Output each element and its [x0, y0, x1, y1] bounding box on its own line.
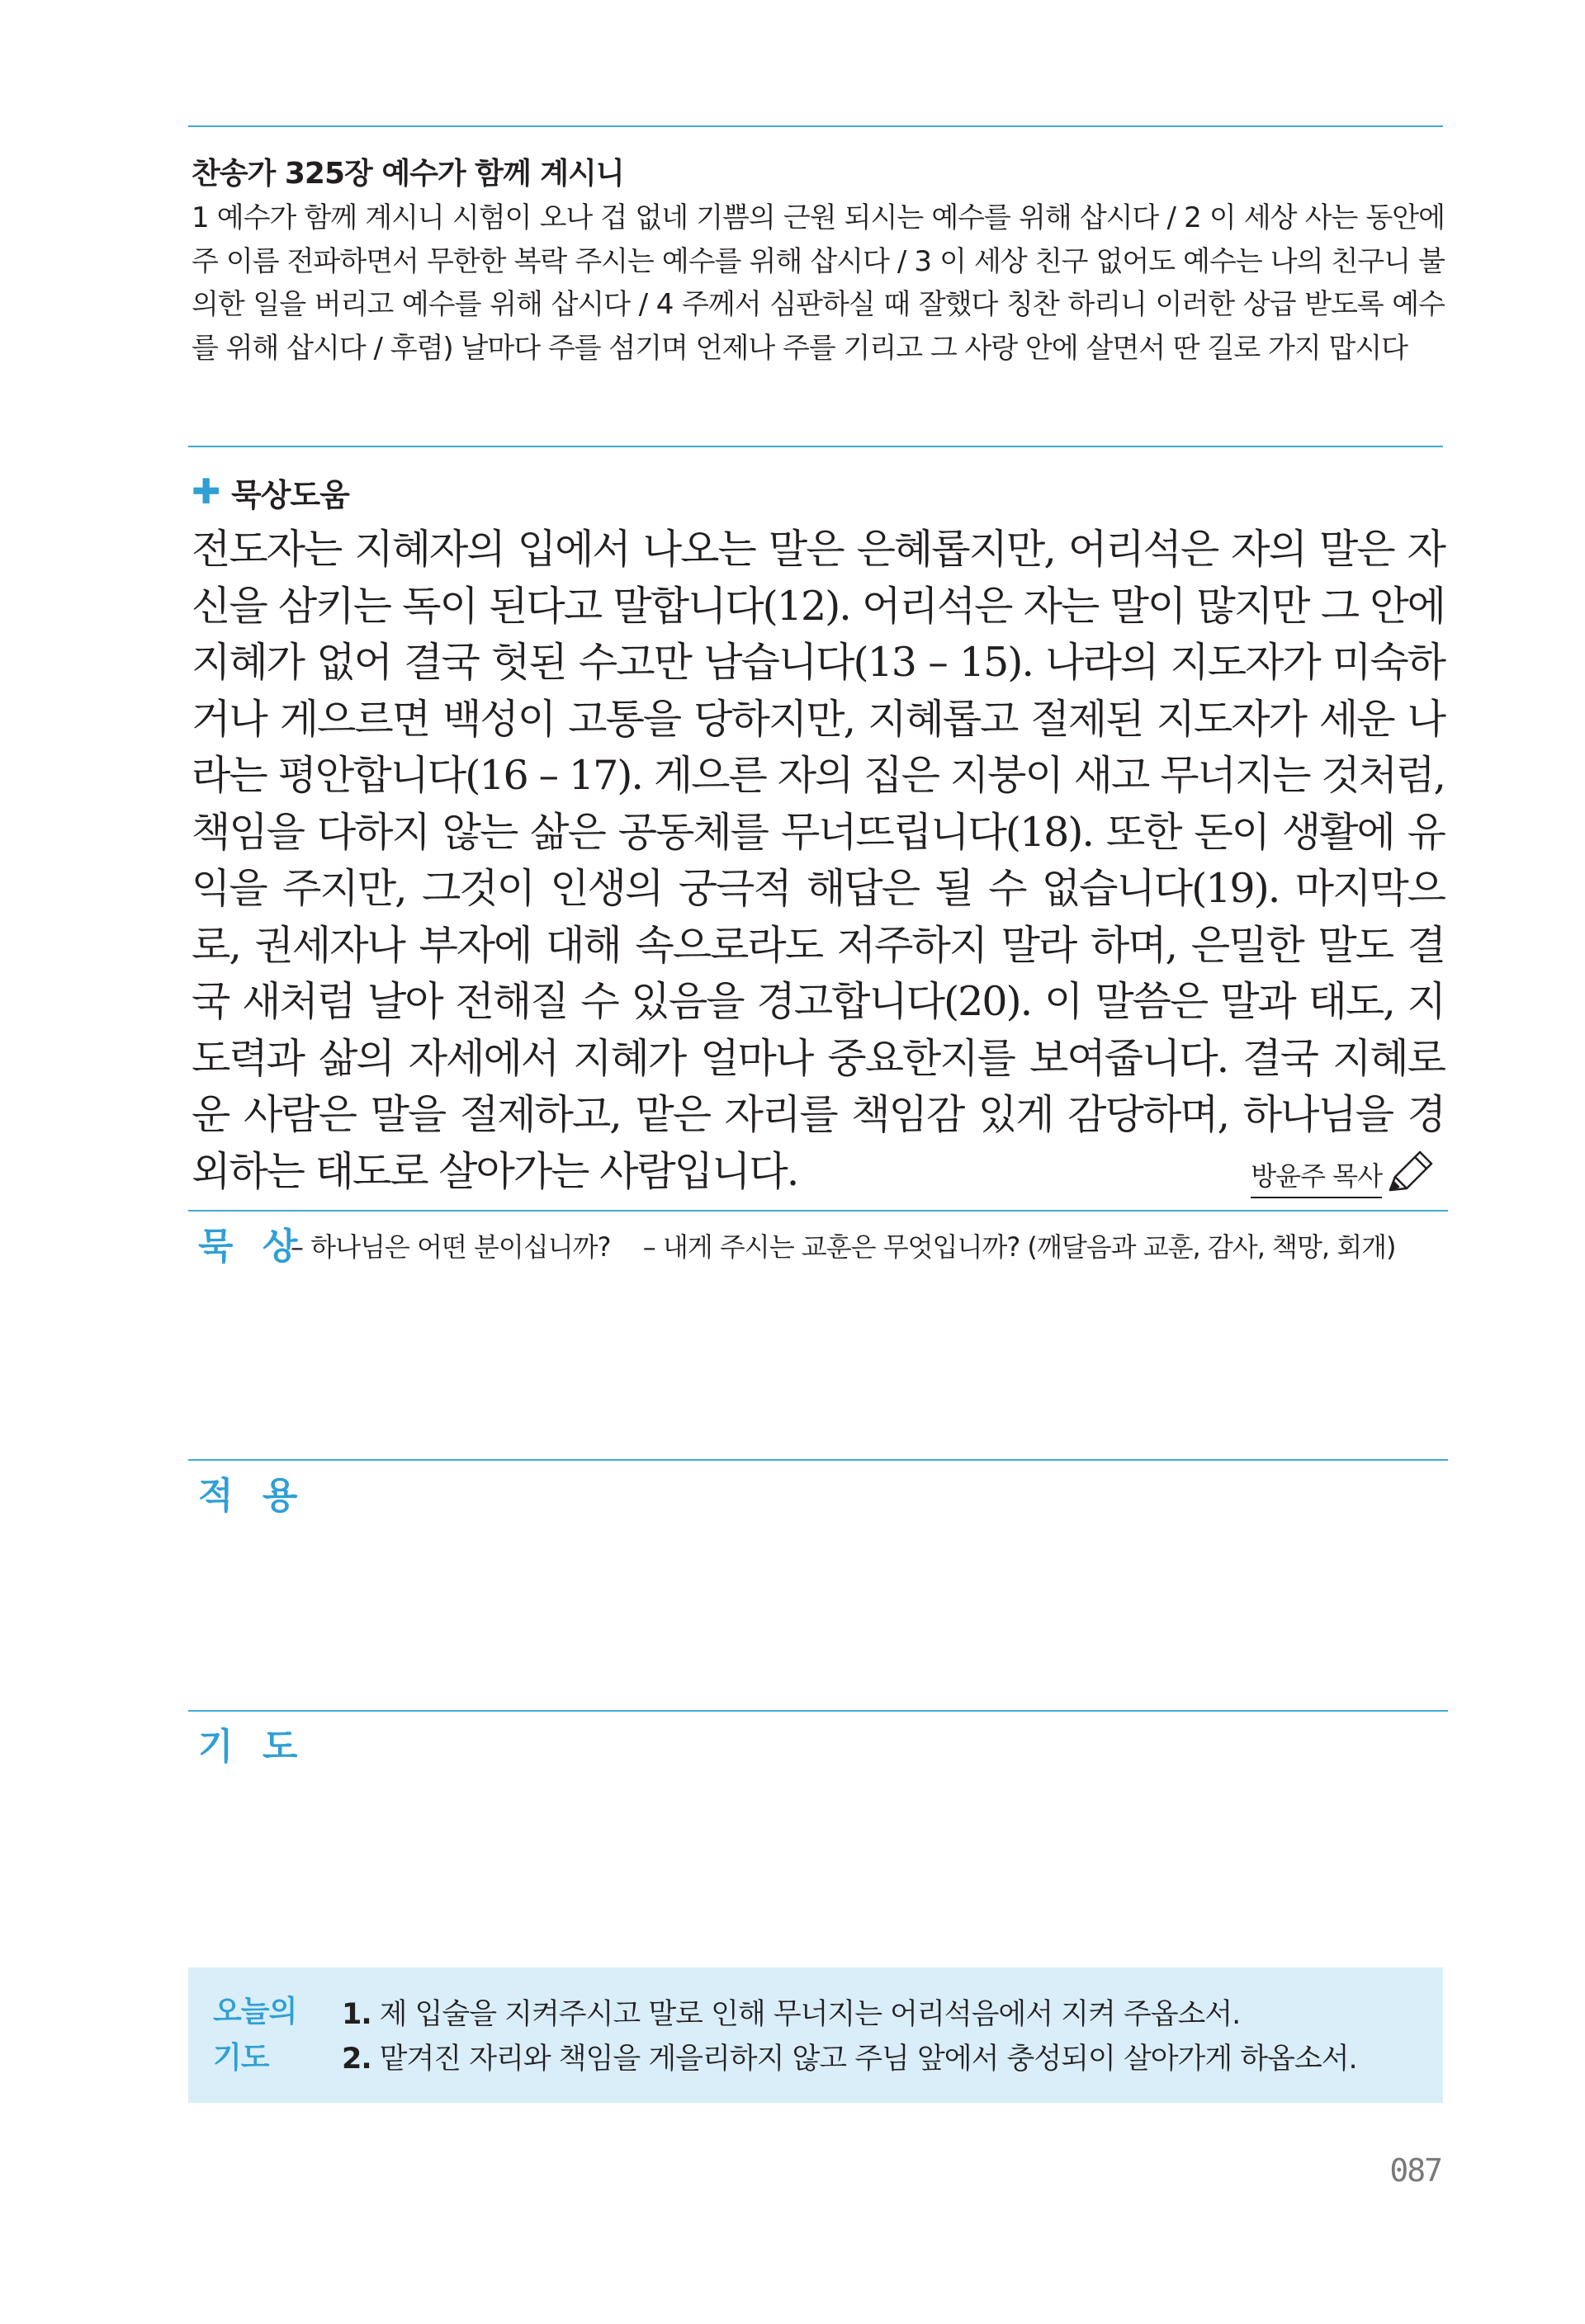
apply-label: 적 용: [198, 1475, 306, 1517]
pencil-icon: [1382, 1147, 1436, 1198]
plus-icon: ✚: [192, 471, 221, 512]
hymn-lyrics: 1 예수가 함께 계시니 시험이 오나 겁 없네 기쁨의 근원 되시는 예수를 위해 삽시다 / 2 이 세상 사는 동안에 주 이름 전파하면서 무한한 복락 주시는 예수를 위해 삽시다 / 3 이 세상 친구 없어도 예수는 나의 친구니 불의한 일을 버리고 예수를 위해 삽시다 / 4 주께서 심판하실 때 잘했다 칭찬 하리니 이러한 상급 받도록 예수를 위해 삽시다 / 후렴) 날마다 주를 섬기며 언제나 주를 기리고 그 사랑 안에 살면서 딴 길로 가지 맙시다: [192, 201, 1445, 365]
meditation-help-body: 전도자는 지혜자의 입에서 나오는 말은 은혜롭지만, 어리석은 자의 말은 자신을 삼키는 독이 된다고 말합니다(12). 어리석은 자는 말이 많지만 그 안에 지혜가 없어 결국 헛된 수고만 남습니다(13 – 15). 나라의 지도자가 미숙하거나 게으르면 백성이 고통을 당하지만, 지혜롭고 절제된 지도자가 세운 나라는 평안합니다(16 – 17). 게으른 자의 집은 지붕이 새고 무너지는 것처럼, 책임을 다하지 않는 삶은 공동체를 무너뜨립니다(18). 또한 돈이 생활에 유익을 주지만, 그것이 인생의 궁극적 해답은 될 수 없습니다(19). 마지막으로, 권세자나 부자에 대해 속으로라도 저주하지 말라 하며, 은밀한 말도 결국 새처럼 날아 전해질 수 있음을 경고합니다(20). 이 말씀은 말과 태도, 지도력과 삶의 자세에서 지혜가 얼마나 중요한지를 보여줍니다. 결국 지혜로운 사람은 말을 절제하고, 맡은 자리를 책임감 있게 감당하며, 하나님을 경외하는 태도로 살아가는 사람입니다.: [192, 526, 1445, 1195]
top-rule: [188, 125, 1443, 127]
reflect-prompt-2: – 내게 주시는 교훈은 무엇입니까? (깨달음과 교훈, 감사, 책망, 회개): [642, 1231, 1396, 1263]
todays-prayer-label-line2: 기도: [213, 2041, 269, 2075]
pray-rule: [188, 1710, 1448, 1712]
meditation-help-label: 묵상도움: [231, 476, 349, 513]
todays-prayer-label: [213, 1989, 304, 2081]
prayer-item-number: 2.: [342, 2043, 371, 2076]
reflect-prompts: [291, 1226, 1421, 1264]
prayer-item-text: 제 입술을 지켜주시고 말로 인해 무너지는 어리석음에서 지켜 주옵소서.: [379, 1998, 1241, 2031]
prayer-item-number: 1.: [342, 1998, 371, 2031]
author-signature: [1251, 1147, 1436, 1198]
page-number: 087: [1389, 2152, 1441, 2189]
prayer-item: [342, 1992, 1431, 2037]
prayer-item-text: 맡겨진 자리와 책임을 게을리하지 않고 주님 앞에서 충성되이 살아가게 하옵소서.: [379, 2043, 1357, 2076]
todays-prayer-label-line1: 오늘의: [213, 1995, 297, 2029]
prayer-item: [342, 2037, 1431, 2081]
meditation-help-header: [192, 469, 349, 515]
hymn-divider: [188, 446, 1443, 447]
hymn-title: 찬송가 325장 예수가 함께 계시니: [192, 157, 624, 191]
reflect-prompt-1: – 하나님은 어떤 분이십니까?: [291, 1231, 611, 1263]
reflect-rule: [188, 1210, 1448, 1212]
apply-rule: [188, 1459, 1448, 1461]
todays-prayer-box: [188, 1967, 1443, 2103]
reflect-label: 묵 상: [198, 1226, 306, 1268]
pray-label: 기 도: [198, 1726, 306, 1768]
hymn-block: [192, 154, 1445, 370]
author-name: 방윤주 목사: [1251, 1155, 1382, 1198]
todays-prayer-items: [342, 1992, 1431, 2081]
